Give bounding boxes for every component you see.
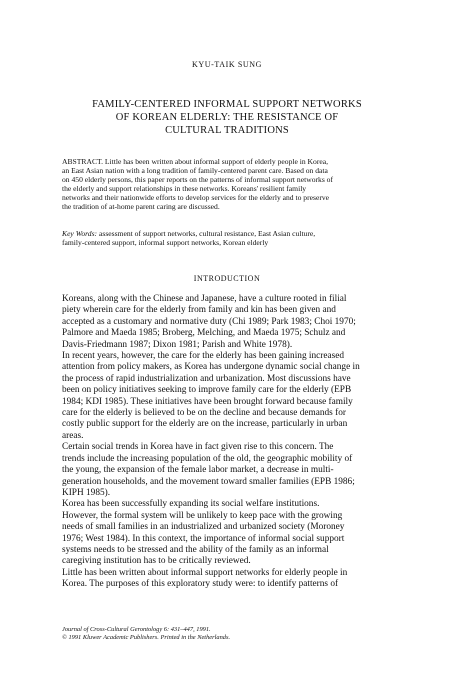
title-line: OF KOREAN ELDERLY: THE RESISTANCE OF [115,112,339,123]
article-title [60,98,394,137]
keywords [62,230,392,248]
body-line: trends include the increasing population of the old, the geographic mobility of [62,453,353,464]
body-line: Korea has been successfully expanding its social welfare institutions. [62,499,320,510]
body-line: caregiving institution has to be critically reviewed. [62,556,251,567]
body-line: 1976; West 1984). In this context, the importance of informal social support [62,533,345,544]
body-text [62,294,392,591]
abstract [62,158,392,211]
body-line: the young, the expansion of the female labor market, a decrease in multi- [62,465,334,476]
body-line: Koreans, along with the Chinese and Japanese, have a culture rooted in filial [62,294,347,304]
body-line: been on policy initiatives seeking to improve family care for the elderly (EPB [62,385,352,396]
abstract-line: on 450 elderly persons, this paper reports on the patterns of informal support networks of [62,174,333,184]
body-line: care for the elderly is believed to be on the decline and because demands for [62,408,346,419]
keywords-label: Key Words: [62,229,98,238]
body-line: areas. [62,430,84,441]
body-line: In recent years, however, the care for the elderly has been gaining increased [62,351,345,362]
title-line: CULTURAL TRADITIONS [165,125,289,136]
abstract-line: an East Asian nation with a long tradition of family-centered parent care. Based on data [62,165,328,175]
body-line: systems needs to be stressed and the ability of the family as an informal [62,544,329,555]
abstract-line: the elderly and support relationships in these networks. Koreans' resilient family [62,183,307,193]
body-line: costly public support for the elderly are on the increase, particularly in urban [62,419,348,430]
body-line: KIPH 1985). [62,487,111,498]
body-line: Certain social trends in Korea have in fact given rise to this concern. The [62,442,334,453]
body-line: However, the formal system will be unlikely to keep pace with the growing [62,510,343,521]
body-line: Little has been written about informal support networks for elderly people in [62,567,348,578]
journal-footer [62,626,392,643]
body-line: generation households, and the movement toward smaller families (EPB 1986; [62,476,355,487]
abstract-line: networks and their nationwide efforts to develop services for the elderly and to preserve [62,192,330,202]
keywords-line: family-centered support, informal support networks, Korean elderly [62,237,269,247]
body-line: piety wherein care for the elderly from family and kin has been given and [62,305,336,316]
body-line: needs of small families in an industrialized and urbanized society (Moroney [62,522,345,533]
title-line: FAMILY-CENTERED INFORMAL SUPPORT NETWORKS [92,99,362,110]
abstract-line: ABSTRACT. Little has been written about informal support of elderly people in Korea, [62,157,328,166]
body-line: 1984; KDI 1985). These initiatives have been brought forward because family [62,396,353,407]
citation-line: Journal of Cross-Cultural Gerontology 6: 431–447, 1991. [62,626,211,633]
keywords-text: assessment of support networks, cultural resistance, East Asian culture, [97,229,316,238]
section-heading-introduction: INTRODUCTION [193,274,261,283]
author-name: KYU-TAIK SUNG [191,60,263,69]
body-line: attention from policy makers, as Korea has undergone dynamic social change in [62,362,360,373]
body-line: Davis-Friedmann 1987; Dixon 1981; Parish and White 1978). [62,339,293,350]
body-line: Korea. The purposes of this exploratory study were: to identify patterns of [62,579,339,590]
body-line: Palmore and Maeda 1985; Broberg, Melching, and Maeda 1975; Schulz and [62,328,346,339]
body-line: the process of rapid industrialization and urbanization. Most discussions have [62,373,351,384]
copyright-line: © 1991 Kluwer Academic Publishers. Printed in the Netherlands. [62,634,231,642]
abstract-line: the tradition of at-home parent caring are discussed. [62,201,220,211]
body-line: accepted as a customary and normative duty (Chi 1989; Park 1983; Choi 1970; [62,316,356,327]
